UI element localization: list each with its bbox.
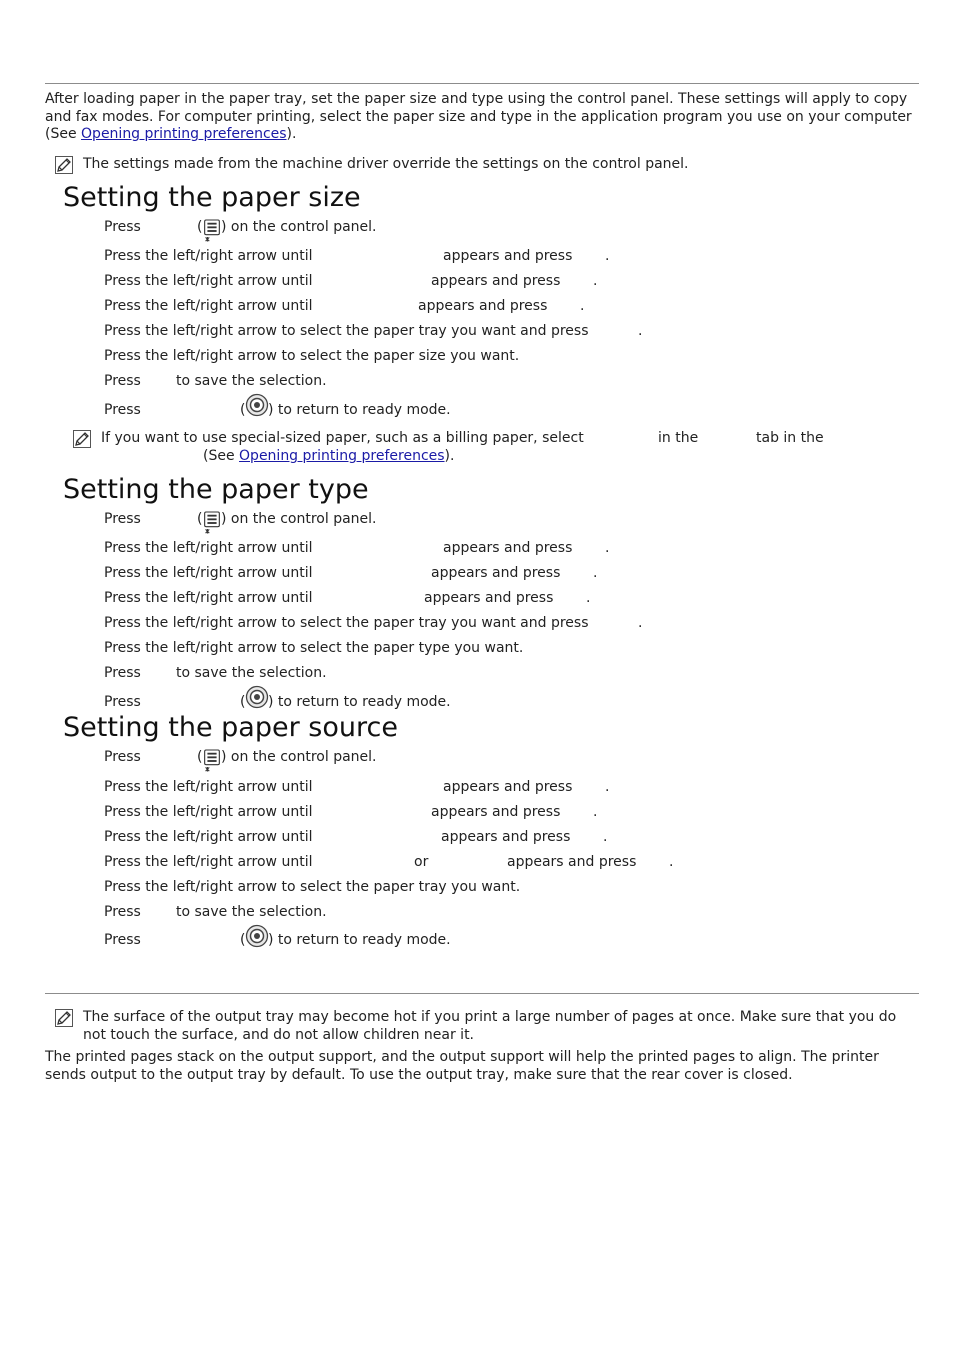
type-step-8-end: ) to return to ready mode. bbox=[268, 694, 451, 710]
menu-button-icon bbox=[201, 511, 223, 535]
intro-paragraph bbox=[45, 91, 915, 144]
source-step-8-end: ) to return to ready mode. bbox=[268, 932, 451, 948]
size-note-end: ). bbox=[444, 448, 455, 464]
size-step-7: Press bbox=[104, 373, 141, 389]
size-note-in-the: in the bbox=[658, 430, 699, 446]
size-step-4-mid: appears and press bbox=[418, 298, 548, 314]
source-step-7: Press bbox=[104, 904, 141, 920]
size-step-2: Press the left/right arrow until bbox=[104, 248, 313, 264]
menu-button-icon bbox=[201, 749, 223, 773]
type-step-4-mid: appears and press bbox=[424, 590, 554, 606]
size-note-text: If you want to use special-sized paper, such as a billing paper, select bbox=[101, 430, 584, 446]
size-note-link-printing-preferences[interactable]: Opening printing preferences bbox=[239, 448, 445, 464]
source-step-3: Press the left/right arrow until bbox=[104, 804, 313, 820]
note-pencil-icon bbox=[55, 156, 73, 174]
size-step-8-end: ) to return to ready mode. bbox=[268, 402, 451, 418]
top-divider bbox=[45, 83, 919, 84]
type-step-1-end: ) on the control panel. bbox=[221, 511, 377, 527]
source-step-2: Press the left/right arrow until bbox=[104, 779, 313, 795]
heading-paper-type: Setting the paper type bbox=[63, 474, 369, 505]
source-step-1-paren: ( bbox=[197, 749, 203, 765]
stop-clear-button-icon bbox=[245, 393, 269, 417]
source-step-5-or: or bbox=[414, 854, 429, 870]
size-step-3: Press the left/right arrow until bbox=[104, 273, 313, 289]
type-step-8-paren: ( bbox=[240, 694, 246, 710]
size-step-3-mid: appears and press bbox=[431, 273, 561, 289]
note-pencil-icon bbox=[73, 430, 91, 448]
size-step-1-end: ) on the control panel. bbox=[221, 219, 377, 235]
type-step-5-end: . bbox=[638, 615, 643, 631]
size-step-2-mid: appears and press bbox=[443, 248, 573, 264]
note-driver-text: The settings made from the machine driver override the settings on the control panel. bbox=[83, 156, 689, 172]
size-step-4: Press the left/right arrow until bbox=[104, 298, 313, 314]
intro-link-printing-preferences[interactable]: Opening printing preferences bbox=[81, 126, 287, 142]
size-step-1-paren: ( bbox=[197, 219, 203, 235]
type-step-7: Press bbox=[104, 665, 141, 681]
source-step-3-end: . bbox=[593, 804, 598, 820]
type-step-4-end: . bbox=[586, 590, 591, 606]
source-step-7-end: to save the selection. bbox=[176, 904, 327, 920]
heading-paper-source: Setting the paper source bbox=[63, 712, 398, 743]
size-note-see bbox=[203, 448, 454, 465]
source-step-5-end: . bbox=[669, 854, 674, 870]
type-step-8: Press bbox=[104, 694, 141, 710]
type-step-4: Press the left/right arrow until bbox=[104, 590, 313, 606]
intro-text-end: ). bbox=[286, 126, 297, 142]
size-step-4-end: . bbox=[580, 298, 585, 314]
menu-button-icon bbox=[201, 219, 223, 243]
type-step-1: Press bbox=[104, 511, 141, 527]
source-step-2-end: . bbox=[605, 779, 610, 795]
source-step-8-paren: ( bbox=[240, 932, 246, 948]
type-step-5: Press the left/right arrow to select the paper tray you want and press bbox=[104, 615, 589, 631]
type-step-1-paren: ( bbox=[197, 511, 203, 527]
type-step-7-end: to save the selection. bbox=[176, 665, 327, 681]
source-step-2-mid: appears and press bbox=[443, 779, 573, 795]
type-step-6: Press the left/right arrow to select the paper type you want. bbox=[104, 640, 524, 656]
size-step-5-end: . bbox=[638, 323, 643, 339]
source-step-5-mid: appears and press bbox=[507, 854, 637, 870]
size-step-6: Press the left/right arrow to select the paper size you want. bbox=[104, 348, 520, 364]
type-step-2-end: . bbox=[605, 540, 610, 556]
note-pencil-icon bbox=[55, 1009, 73, 1027]
source-step-4-end: . bbox=[603, 829, 608, 845]
size-step-8-paren: ( bbox=[240, 402, 246, 418]
intro-text: After loading paper in the paper tray, set the paper size and type using the control panel. These settings will apply to copy and fax modes. For computer printing, select the paper size and type in the application program you use on your computer (See bbox=[45, 91, 912, 142]
source-step-1-end: ) on the control panel. bbox=[221, 749, 377, 765]
type-step-3: Press the left/right arrow until bbox=[104, 565, 313, 581]
type-step-2-mid: appears and press bbox=[443, 540, 573, 556]
size-step-7-end: to save the selection. bbox=[176, 373, 327, 389]
stop-clear-button-icon bbox=[245, 685, 269, 709]
size-step-1: Press bbox=[104, 219, 141, 235]
size-step-3-end: . bbox=[593, 273, 598, 289]
source-step-4: Press the left/right arrow until bbox=[104, 829, 313, 845]
type-step-2: Press the left/right arrow until bbox=[104, 540, 313, 556]
size-step-8: Press bbox=[104, 402, 141, 418]
output-paragraph: The printed pages stack on the output support, and the output support will help the printed pages to align. The printer sends output to the output tray by default. To use the output tray, make sure that the rear cover is closed. bbox=[45, 1049, 879, 1083]
stop-clear-button-icon bbox=[245, 924, 269, 948]
source-step-3-mid: appears and press bbox=[431, 804, 561, 820]
source-step-8: Press bbox=[104, 932, 141, 948]
source-step-6: Press the left/right arrow to select the paper tray you want. bbox=[104, 879, 521, 895]
size-step-2-end: . bbox=[605, 248, 610, 264]
output-note-text: The surface of the output tray may become hot if you print a large number of pages at once. Make sure that you do not touch the surface, and do not allow children near it. bbox=[83, 1009, 897, 1043]
type-step-3-mid: appears and press bbox=[431, 565, 561, 581]
output-divider bbox=[45, 993, 919, 994]
size-note-see-text: (See bbox=[203, 448, 240, 464]
source-step-5: Press the left/right arrow until bbox=[104, 854, 313, 870]
heading-paper-size: Setting the paper size bbox=[63, 182, 361, 213]
source-step-1: Press bbox=[104, 749, 141, 765]
size-note-tab-in-the: tab in the bbox=[756, 430, 824, 446]
size-step-5: Press the left/right arrow to select the paper tray you want and press bbox=[104, 323, 589, 339]
type-step-3-end: . bbox=[593, 565, 598, 581]
source-step-4-mid: appears and press bbox=[441, 829, 571, 845]
